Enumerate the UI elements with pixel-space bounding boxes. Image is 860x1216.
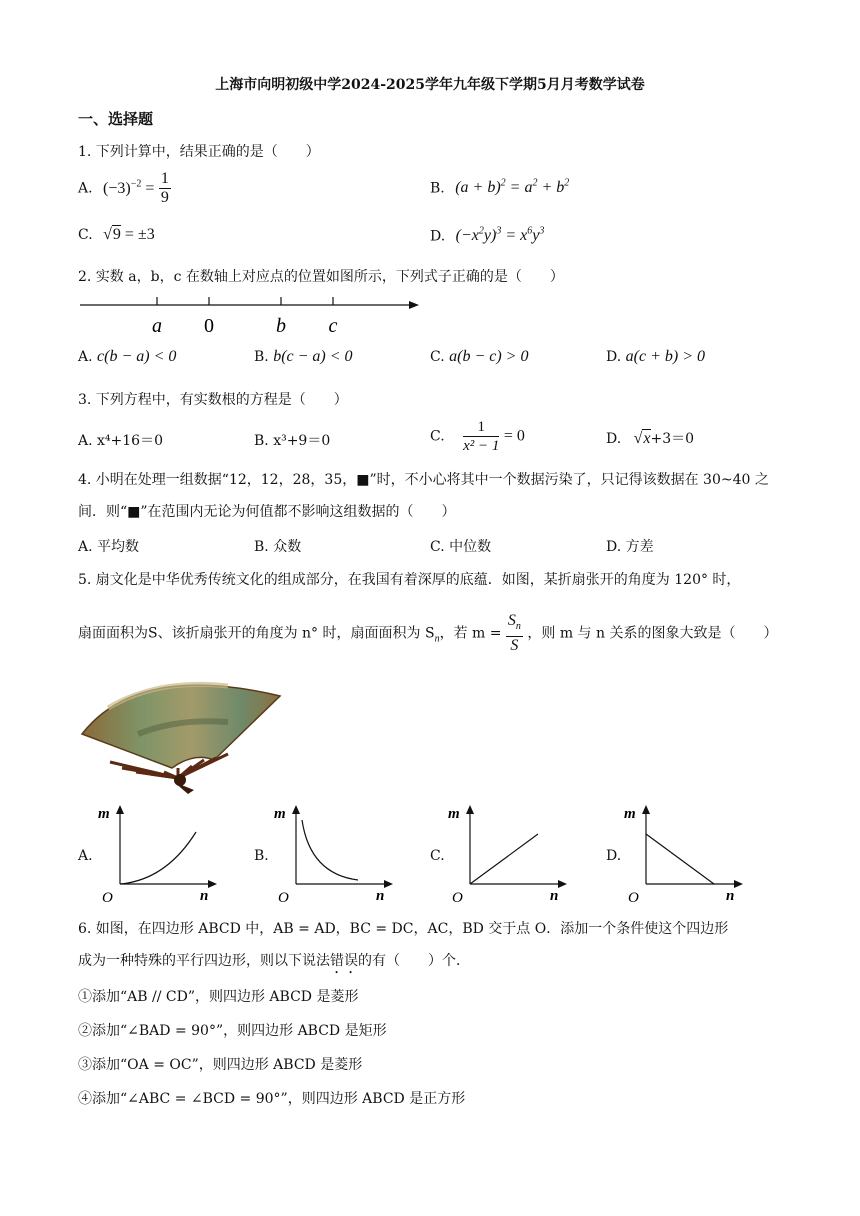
curve-hyperbola	[302, 820, 358, 880]
q6-statement-1: ①添加“AB // CD”，则四边形 ABCD 是菱形	[78, 989, 359, 1005]
curve-increasing	[120, 832, 196, 884]
q2-option-b: B. b(c − a) < 0	[254, 348, 353, 365]
q1-option-c: C. √9 = ±3	[78, 226, 155, 243]
emphasis-word: 错误	[330, 953, 358, 969]
arrow-right-icon	[384, 880, 393, 888]
q3-option-b: B. x³+9＝0	[254, 433, 331, 449]
q4-option-b: B. 众数	[254, 539, 302, 555]
q6-statement-3: ③添加“OA = OC”，则四边形 ABCD 是菱形	[78, 1057, 363, 1073]
q1-option-d: D. $(-x^2y)^3 = x^6y^3$	[430, 226, 545, 245]
arrow-up-icon	[642, 805, 650, 814]
q3-option-d: D. √x+3＝0	[606, 430, 695, 447]
svg-text:n: n	[376, 888, 385, 904]
arrow-right-icon	[409, 301, 419, 309]
q5-line1: 5. 扇文化是中华优秀传统文化的组成部分，在我国有着深厚的底蕴．如图，某折扇张开的角度为 120° 时，	[78, 572, 741, 588]
q2-stem: 2. 实数 a，b，c 在数轴上对应点的位置如图所示，下列式子正确的是（ ）	[78, 269, 564, 285]
line-proportional	[470, 834, 538, 884]
graph-c	[446, 800, 570, 906]
q6-line2: 成为一种特殊的平行四边形，则以下说法错误的有（ ）个．	[78, 953, 470, 969]
svg-text:O: O	[278, 890, 289, 906]
q2-option-c: C. a(b − c) > 0	[430, 348, 529, 365]
q2-option-a: A. c(b − a) < 0	[78, 348, 177, 365]
graph-b	[272, 800, 396, 906]
page-title: 上海市向明初级中学2024-2025学年九年级下学期5月月考数学试卷	[215, 77, 645, 93]
q4-line2: 间．则“■”在范围内无论为何值都不影响这组数据的（ ）	[78, 504, 456, 520]
q5-line2: 扇面面积为S、该折扇张开的角度为 n° 时，扇面面积为 $S_n$，若 m = $\frac{S_n}{S}$ ，则 m 与 n 关系的图象大致是（ ）	[78, 612, 778, 655]
q5-option-a-label: A.	[78, 848, 93, 864]
svg-text:m: m	[624, 806, 636, 822]
arrow-right-icon	[734, 880, 743, 888]
svg-text:n: n	[726, 888, 735, 904]
q1-option-a: A. $(-3)^{-2}$ = $\frac{1}{9}$	[78, 170, 169, 206]
arrow-up-icon	[292, 805, 300, 814]
q1-option-b: B. $(a + b)^2 = a^2 + b^2$	[430, 178, 570, 197]
svg-text:m: m	[274, 806, 286, 822]
svg-text:O: O	[102, 890, 113, 906]
svg-text:n: n	[200, 888, 209, 904]
line-decreasing	[646, 834, 714, 884]
q6-line1: 6. 如图，在四边形 ABCD 中，AB = AD，BC = DC，AC，BD 交于点 O．添加一个条件使这个四边形	[78, 921, 729, 937]
section-heading: 一、选择题	[78, 110, 154, 128]
q5-option-b-label: B.	[254, 848, 269, 864]
arrow-up-icon	[466, 805, 474, 814]
q4-option-c: C. 中位数	[430, 539, 492, 555]
svg-text:m: m	[448, 806, 460, 822]
svg-text:n: n	[550, 888, 559, 904]
svg-text:O: O	[452, 890, 463, 906]
graph-a	[96, 800, 220, 906]
arrow-right-icon	[558, 880, 567, 888]
q4-line1: 4. 小明在处理一组数据“12，12，28，35，■”时，不小心将其中一个数据污染了，只记得该数据在 30~40 之	[78, 472, 769, 488]
folding-fan-image	[78, 668, 288, 796]
q3-option-c: C. $\frac{1}{\text{x² − 1}}$ = 0	[430, 419, 525, 454]
number-line-figure	[78, 292, 423, 338]
graph-d	[622, 800, 746, 906]
label-c: c	[328, 315, 338, 337]
label-0: 0	[204, 315, 214, 337]
q6-statement-4: ④添加“∠ABC = ∠BCD = 90°”，则四边形 ABCD 是正方形	[78, 1091, 466, 1107]
svg-text:m: m	[98, 806, 110, 822]
q6-statement-2: ②添加“∠BAD = 90°”，则四边形 ABCD 是矩形	[78, 1023, 387, 1039]
arrow-right-icon	[208, 880, 217, 888]
q3-stem: 3. 下列方程中，有实数根的方程是（ ）	[78, 392, 348, 408]
arrow-up-icon	[116, 805, 124, 814]
q5-option-d-label: D.	[606, 848, 622, 864]
q4-option-d: D. 方差	[606, 539, 654, 555]
label-a: a	[152, 315, 162, 337]
svg-text:O: O	[628, 890, 639, 906]
option-label: A.	[78, 180, 93, 197]
q2-option-d: D. a(c + b) > 0	[606, 348, 705, 365]
label-b: b	[276, 315, 286, 337]
q1-stem: 1. 下列计算中，结果正确的是（ ）	[78, 144, 320, 160]
q5-option-c-label: C.	[430, 848, 445, 864]
q3-option-a: A. x⁴+16＝0	[78, 433, 163, 449]
q4-option-a: A. 平均数	[78, 539, 140, 555]
